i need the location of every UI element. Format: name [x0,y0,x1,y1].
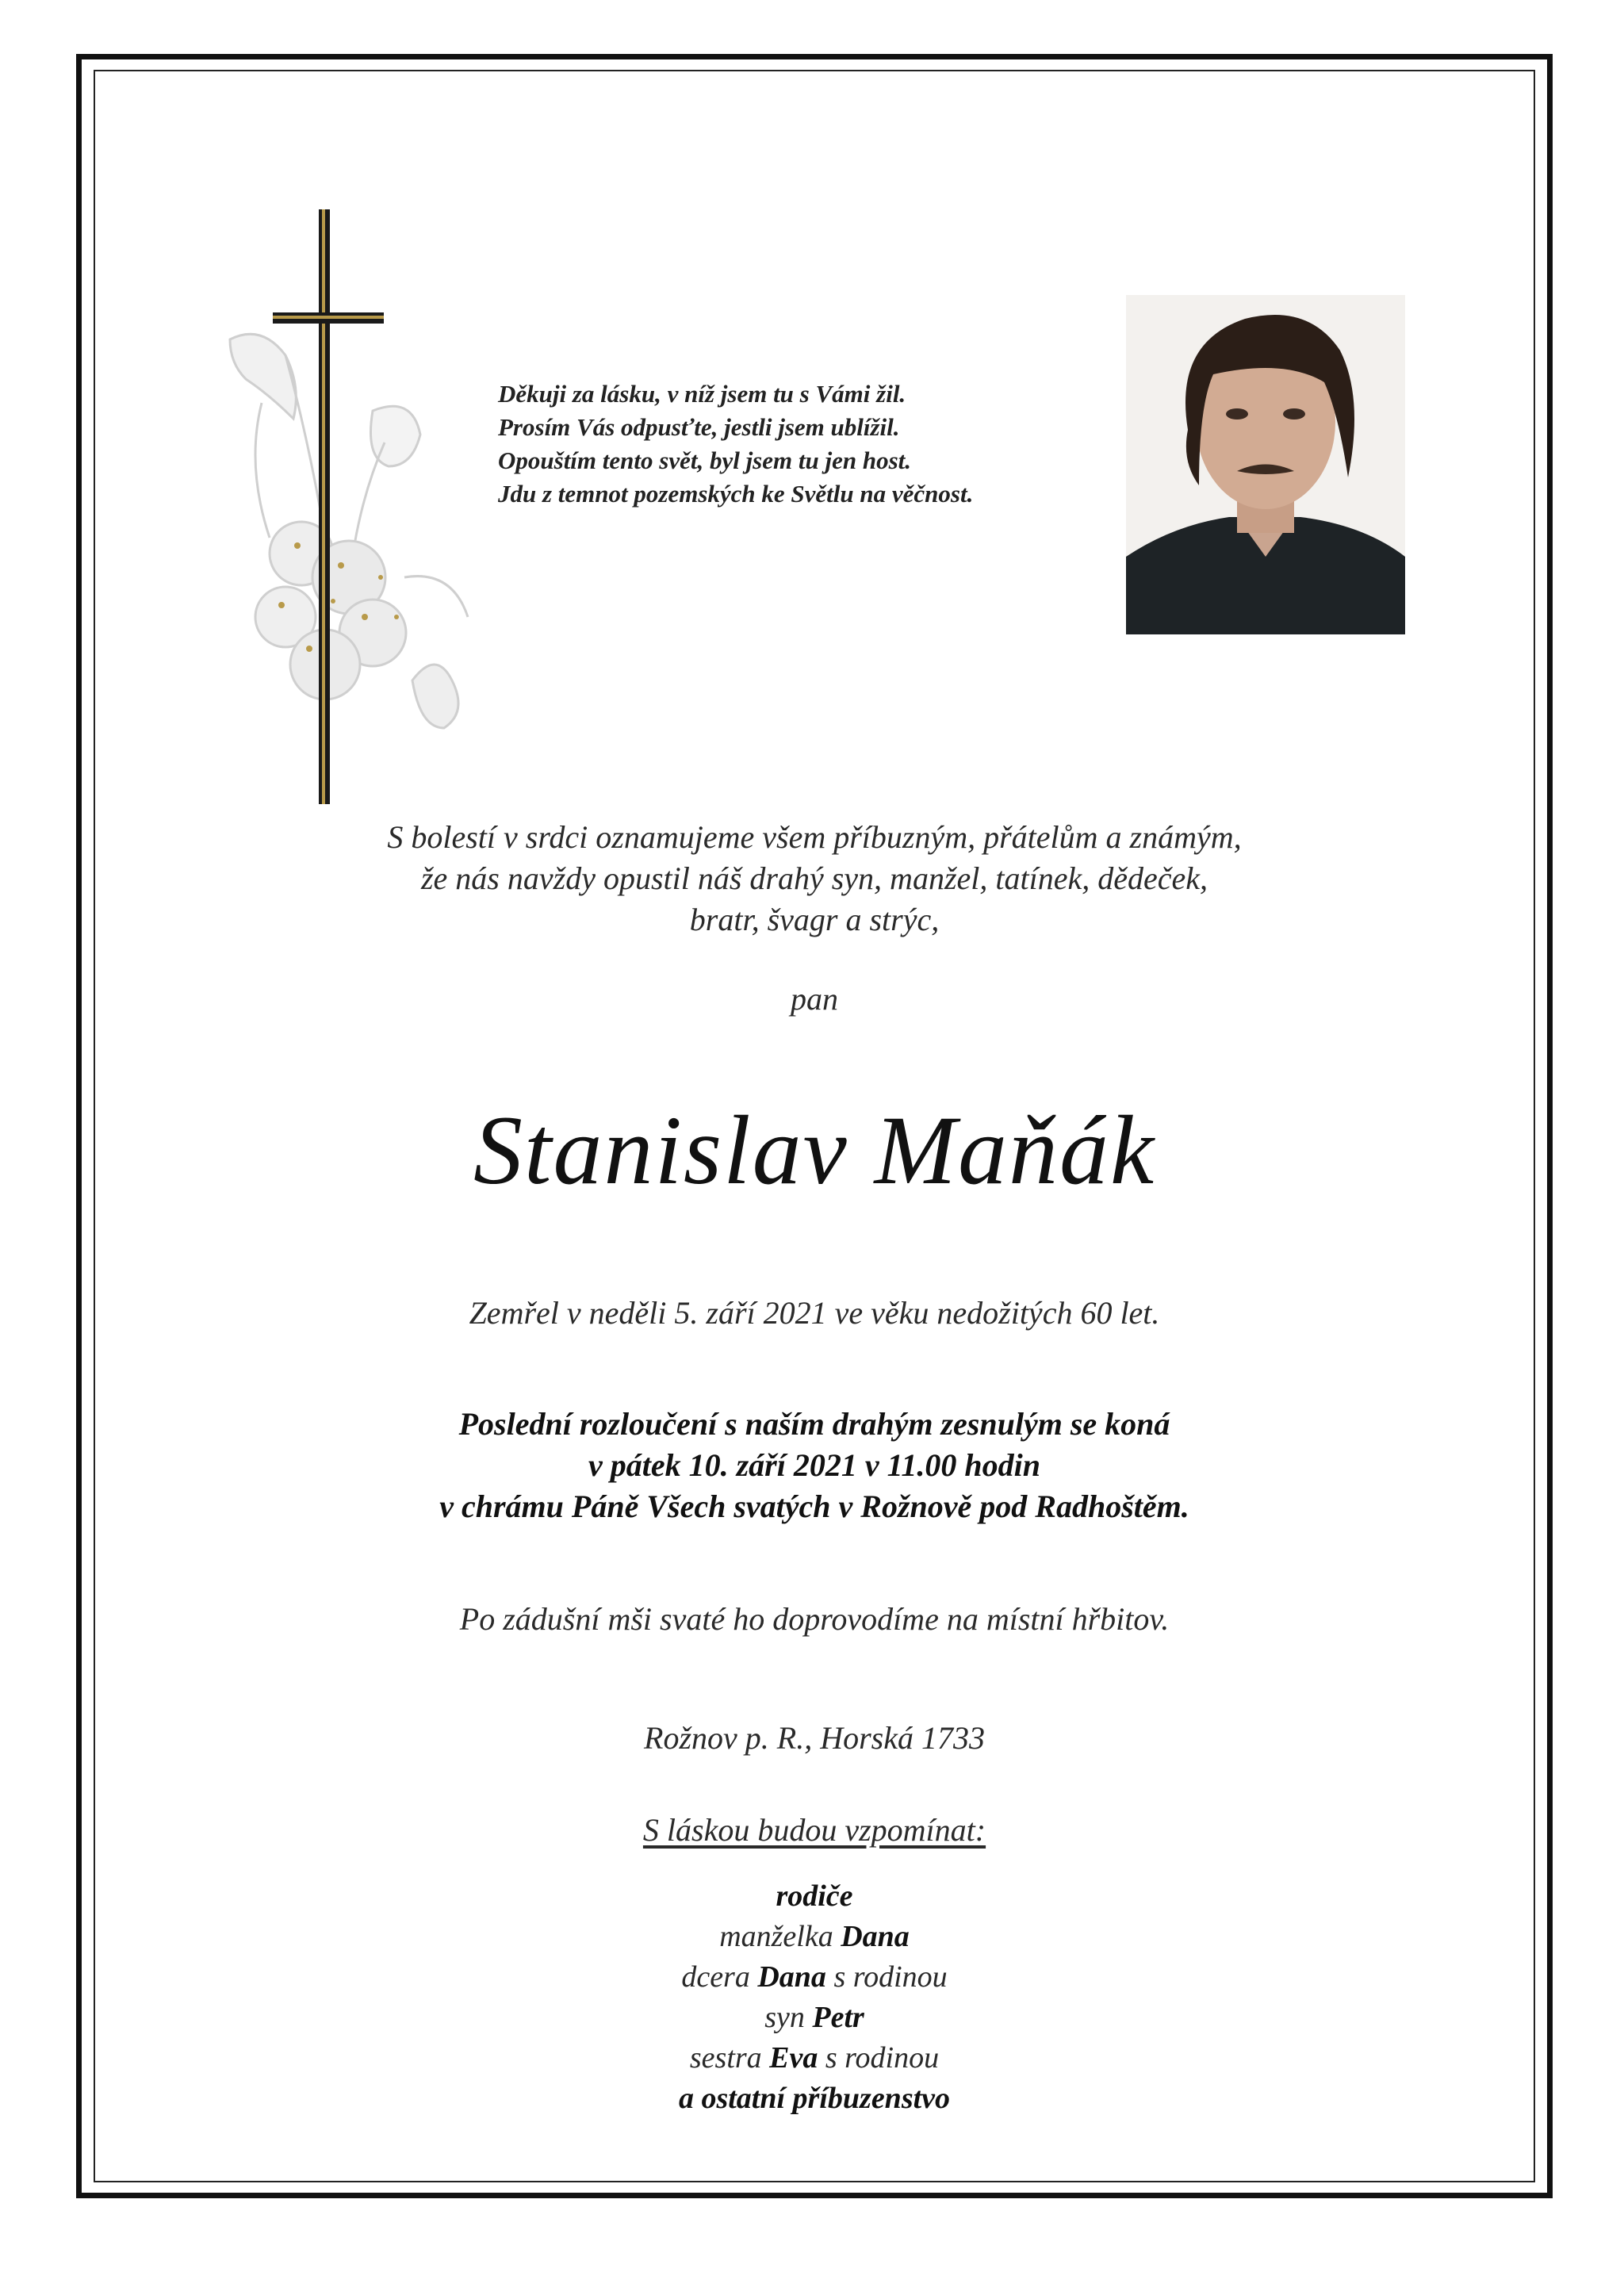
mourners-heading-text: S láskou budou vzpomínat: [642,1812,986,1848]
announcement-line: bratr, švagr a strýc, [689,902,940,937]
mourner-line: sestra Eva s rodinou [689,2041,940,2075]
poem-line: Opouštím tento svět, byl jsem tu jen host. [498,446,912,474]
poem-line: Jdu z temnot pozemských ke Světlu na věčnost. [498,480,974,508]
family-address: Rožnov p. R., Horská 1733 [644,1720,985,1756]
deceased-name: Stanislav Maňák [473,1096,1155,1205]
title-word: pan [791,981,838,1017]
mourners-heading [94,1811,1535,1849]
lilies-icon [230,334,468,728]
mourners-list [94,1876,1535,2119]
memorial-poem [498,377,1101,511]
announcement-line: S bolestí v srdci oznamujeme všem příbuzným, přátelům a známým, [387,819,1242,855]
mourner-line: dcera Dana s rodinou [681,1960,948,1994]
announcement-line: že nás navždy opustil náš drahý syn, manžel, tatínek, dědeček, [420,860,1208,896]
portrait-photo [1126,295,1405,634]
funeral-line: Poslední rozloučení s naším drahým zesnulým se koná [458,1406,1170,1442]
announcement-text [94,817,1535,941]
burial-line: Po zádušní mši svaté ho doprovodíme na místní hřbitov. [459,1601,1170,1637]
mourner-line: a ostatní příbuzenstvo [678,2082,951,2115]
mourner-line: syn Petr [764,2001,864,2034]
funeral-line: v chrámu Páně Všech svatých v Rožnově pod Radhoštěm. [439,1488,1189,1524]
funeral-details [94,1404,1535,1527]
mourner-line: manželka Dana [719,1920,910,1953]
portrait-image [1126,295,1405,634]
cross-icon [273,209,384,804]
poem-line: Děkuji za lásku, v níž jsem tu s Vámi žil. [498,380,906,408]
poem-line: Prosím Vás odpusťte, jestli jsem ublížil. [498,413,900,441]
cross-with-lilies-decoration [214,205,515,807]
death-date-line: Zemřel v neděli 5. září 2021 ve věku nedožitých 60 let. [469,1295,1160,1331]
mourner-line: rodiče [776,1879,853,1913]
funeral-line: v pátek 10. září 2021 v 11.00 hodin [588,1447,1041,1483]
